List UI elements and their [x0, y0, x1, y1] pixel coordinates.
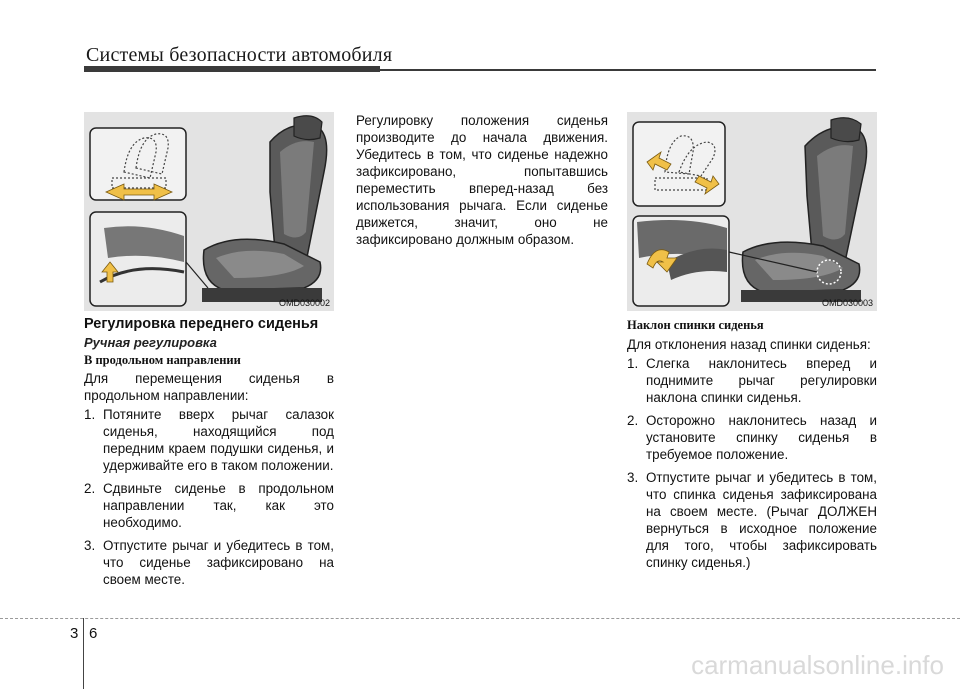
- list-item: 3. Отпустите рычаг и убедитесь в том, что сиденье зафиксировано на своем месте.: [84, 538, 334, 587]
- steps-list: [84, 406, 334, 594]
- recline-steps-list: [627, 355, 877, 577]
- header-rule-thin: [380, 69, 876, 71]
- list-item: 1. Потяните вверх рычаг салазок сиденья, находящийся под передним краем подушки сиденья, и удерживайте его в таком положении.: [84, 407, 334, 473]
- figure-seatback-recline: [627, 112, 877, 311]
- seat-slide-illustration: [84, 112, 334, 311]
- intro-paragraph: Для перемещения сиденья в продольном направлении:: [84, 371, 334, 403]
- footer-divider: [83, 618, 84, 689]
- footer-dashed-line: [0, 618, 960, 619]
- list-item: 1. Слегка наклонитесь вперед и поднимите рычаг регулировки наклона спинки сиденья.: [627, 356, 877, 405]
- watermark: carmanualsonline.info: [691, 650, 944, 680]
- recline-intro: Для отклонения назад спинки сиденья:: [627, 337, 871, 352]
- list-item: 2. Осторожно наклонитесь назад и установите спинку сиденья в требуемое положение.: [627, 413, 877, 462]
- section-title: Системы безопасности автомобиля: [86, 44, 393, 66]
- heading-seatback-recline: Наклон спинки сиденья: [627, 318, 764, 332]
- heading-front-seat-adjustment: Регулировка переднего сиденья: [84, 316, 319, 332]
- header-rule-thick: [84, 66, 380, 72]
- adjust-before-driving-paragraph: Регулировку положения сиденья производите до начала движения. Убедитесь в том, что сиденье надежно зафиксировано, попытавшись переместить вперед-назад без использования рычага. Если сиденье движется, значит, оно не зафиксировано должным образом.: [356, 113, 608, 247]
- figure-code: OMD030002: [278, 298, 330, 308]
- subheading-manual-adjustment: Ручная регулировка: [84, 335, 217, 350]
- figure-code: OMD030003: [821, 298, 873, 308]
- list-item: 3. Отпустите рычаг и убедитесь в том, что спинка сиденья зафиксирована на своем месте. (Рычаг ДОЛЖЕН вернуться в исходное положение для того, чтобы зафиксировать спинку сиденья.): [627, 470, 877, 570]
- figure-seat-slide: [84, 112, 334, 311]
- list-item: 2. Сдвиньте сиденье в продольном направлении так, как это необходимо.: [84, 481, 334, 530]
- subheading-forward-backward: В продольном направлении: [84, 353, 241, 367]
- seatback-recline-illustration: [627, 112, 877, 311]
